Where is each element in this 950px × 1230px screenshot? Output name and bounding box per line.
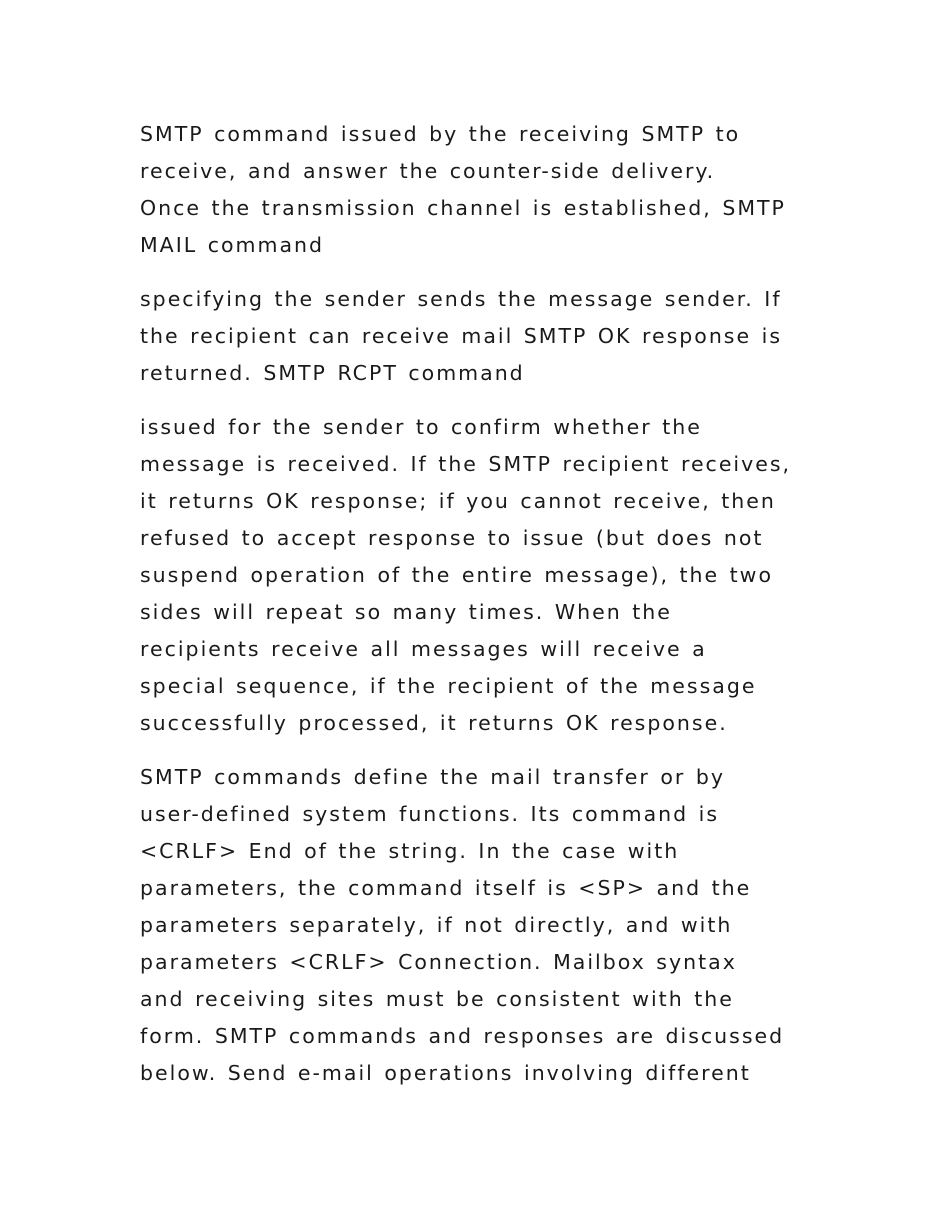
text-line: sides will repeat so many times. When the xyxy=(140,600,672,624)
text-line: and receiving sites must be consistent with the xyxy=(140,987,734,1011)
text-line: user-defined system functions. Its command is xyxy=(140,802,720,826)
text-line: it returns OK response; if you cannot receive, then xyxy=(140,489,776,513)
text-line: recipients receive all messages will receive a xyxy=(140,637,707,661)
text-line: receive, and answer the counter-side delivery. xyxy=(140,159,716,183)
text-line: suspend operation of the entire message), the two xyxy=(140,563,773,587)
text-line: SMTP commands define the mail transfer or by xyxy=(140,765,725,789)
paragraph-1 xyxy=(140,116,830,264)
text-line: <CRLF> End of the string. In the case with xyxy=(140,839,680,863)
paragraph-2 xyxy=(140,281,830,392)
paragraph-4 xyxy=(140,759,830,1092)
text-line: specifying the sender sends the message sender. If xyxy=(140,287,782,311)
text-line: parameters, the command itself is <SP> and the xyxy=(140,876,752,900)
text-line: special sequence, if the recipient of the message xyxy=(140,674,757,698)
text-line: message is received. If the SMTP recipient receives, xyxy=(140,452,792,476)
text-line: below. Send e-mail operations involving different xyxy=(140,1061,751,1085)
text-line: Once the transmission channel is established, SMTP xyxy=(140,196,786,220)
text-line: refused to accept response to issue (but does not xyxy=(140,526,764,550)
text-line: returned. SMTP RCPT command xyxy=(140,361,525,385)
text-line: SMTP command issued by the receiving SMTP to xyxy=(140,122,741,146)
text-line: MAIL command xyxy=(140,233,325,257)
text-line: parameters separately, if not directly, and with xyxy=(140,913,733,937)
paragraph-3 xyxy=(140,409,830,742)
text-line: the recipient can receive mail SMTP OK response is xyxy=(140,324,782,348)
text-line: successfully processed, it returns OK response. xyxy=(140,711,728,735)
text-line: form. SMTP commands and responses are discussed xyxy=(140,1024,785,1048)
text-line: issued for the sender to confirm whether the xyxy=(140,415,702,439)
document-body xyxy=(140,116,830,1109)
text-line: parameters <CRLF> Connection. Mailbox syntax xyxy=(140,950,737,974)
